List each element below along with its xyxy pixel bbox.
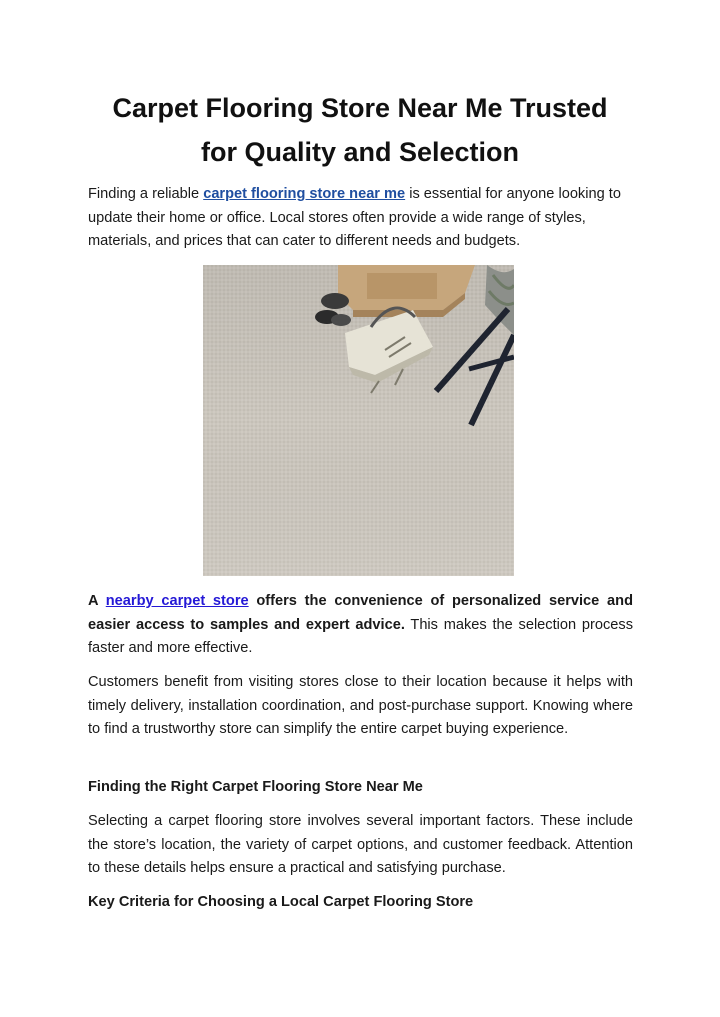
title-line-1: Carpet Flooring Store Near Me Trusted — [112, 93, 608, 123]
nearby-carpet-store-link[interactable]: nearby carpet store — [105, 593, 249, 609]
para2-rest: This makes the selection process faster and more effective. — [88, 616, 633, 657]
selection-paragraph: Selecting a carpet flooring store involves several important factors. These include the store’s location, the variety of carpet options, and customer feedback. Attention to these details helps ensure a practical and satisfying purchase. — [88, 813, 633, 877]
intro-text-before: Finding a reliable — [88, 186, 204, 202]
para2-lead: A — [88, 593, 106, 609]
heading-key-criteria: Key Criteria for Choosing a Local Carpet Flooring Store — [88, 894, 474, 910]
carpet-room-photo — [203, 265, 514, 576]
benefits-paragraph: Customers benefit from visiting stores close to their location because it helps with timely delivery, installation coordination, and post-purchase support. Knowing where to find a trustworthy store can simplify the entire carpet buying experience. — [88, 674, 633, 738]
carpet-room-photo-icon — [203, 265, 514, 576]
heading-finding-store: Finding the Right Carpet Flooring Store Near Me — [88, 779, 423, 795]
nearby-store-paragraph — [88, 590, 633, 661]
para2-bold-text: offers the convenience of personalized service and easier access to samples and expert advice. — [88, 593, 633, 633]
intro-text-after: is essential for anyone looking to update their home or office. Local stores often provide a wide range of styles, materials, and prices that can cater to different needs and budgets. — [88, 186, 621, 250]
intro-paragraph — [88, 183, 633, 254]
page-title — [60, 86, 660, 174]
carpet-store-link[interactable]: carpet flooring store near me — [203, 186, 406, 202]
title-line-2: for Quality and Selection — [200, 137, 520, 167]
